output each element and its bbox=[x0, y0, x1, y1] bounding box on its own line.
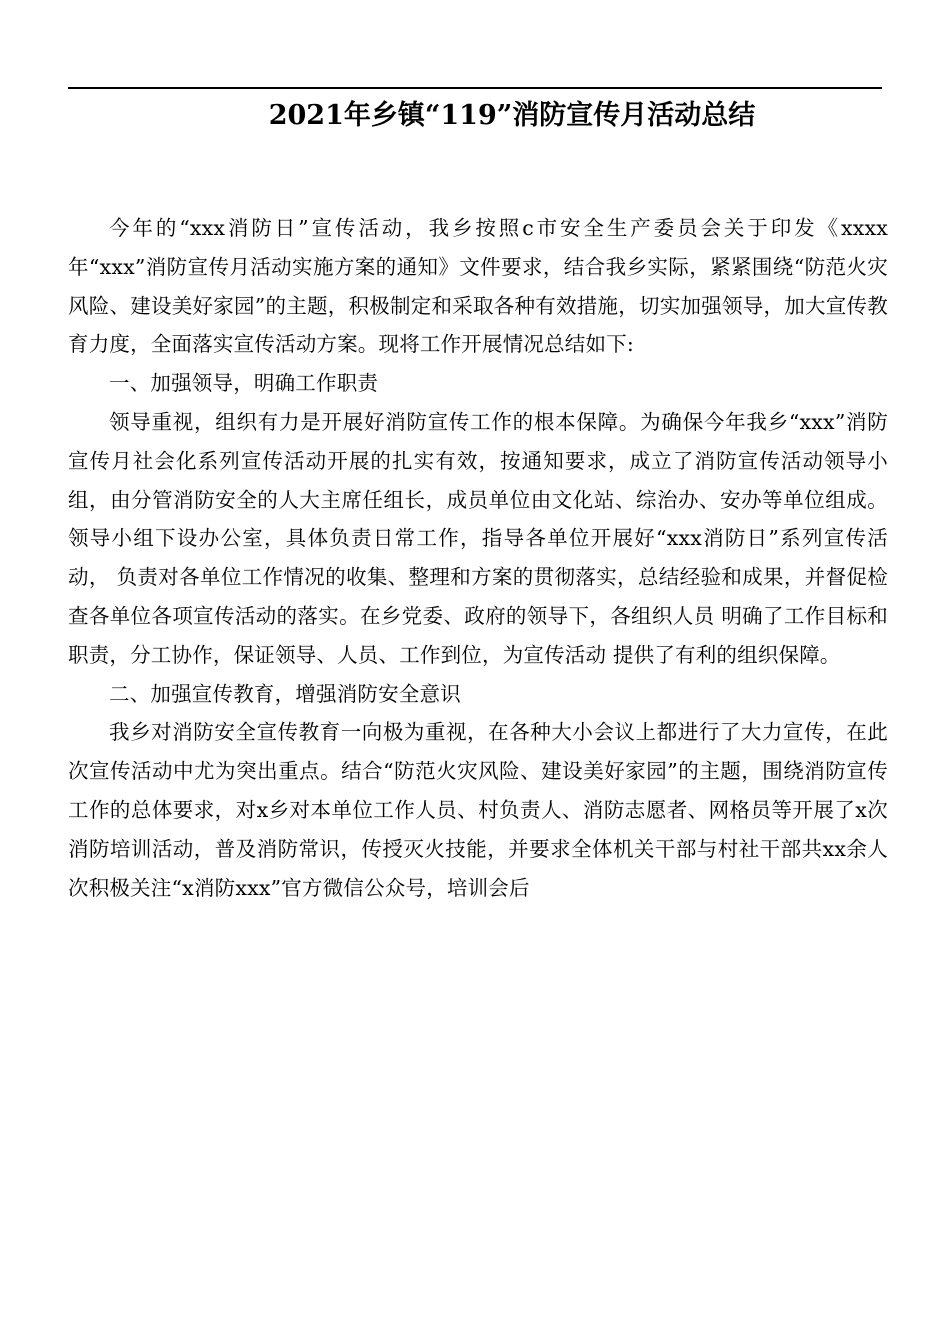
section-heading-2: 二、加强宣传教育，增强消防安全意识 bbox=[109, 681, 461, 706]
section-1-paragraph: 领导重视，组织有力是开展好消防宣传工作的根本保障。为确保今年我乡“xxx”消防宣传月社会化系列宣传活动开展的扎实有效，按通知要求，成立了消防宣传活动领导小组，由分管消防安全的人大主席任组长，成员单位由文化站、综治办、安办等单位组成。领导小组下设办公室，具体负责日常工作，指导各单位开展好“xxx消防日”系列宣传活动， 负责对各单位工作情况的收集、整理和方案的贯彻落实，总结经验和成果，并督促检查各单位各项宣传活动的落实。在乡党委、政府的领导下，各组织人员 明确了工作目标和职责，分工协作，保证领导、人员、工作到位，为宣传活动 提供了有利的组织保障。 bbox=[68, 409, 888, 667]
intro-paragraph: 今年的“xxx消防日”宣传活动，我乡按照c市安全生产委员会关于印发《xxxx年“xxx”消防宣传月活动实施方案的通知》文件要求，结合我乡实际，紧紧围绕“防范火灾风险、建设美好家园”的主题，积极制定和采取各种有效措施，切实加强领导，加大宣传教育力度，全面落实宣传活动方案。现将工作开展情况总结如下: bbox=[68, 216, 888, 357]
document-title: 2021年乡镇“119”消防宣传月活动总结 bbox=[268, 100, 756, 131]
document-body bbox=[68, 209, 888, 907]
section-heading-1: 一、加强领导，明确工作职责 bbox=[109, 371, 379, 396]
section-2-paragraph: 我乡对消防安全宣传教育一向极为重视，在各种大小会议上都进行了大力宣传，在此次宣传活动中尤为突出重点。结合“防范火灾风险、建设美好家园”的主题，围绕消防宣传工作的总体要求，对x乡对本单位工作人员、村负责人、消防志愿者、网格员等开展了x次消防培训活动，普及消防常识，传授灭火技能，并要求全体机关干部与村社干部共xx余人次积极关注“x消防xxx”官方微信公众号，培训会后 bbox=[68, 720, 888, 900]
header-rule bbox=[68, 87, 882, 89]
